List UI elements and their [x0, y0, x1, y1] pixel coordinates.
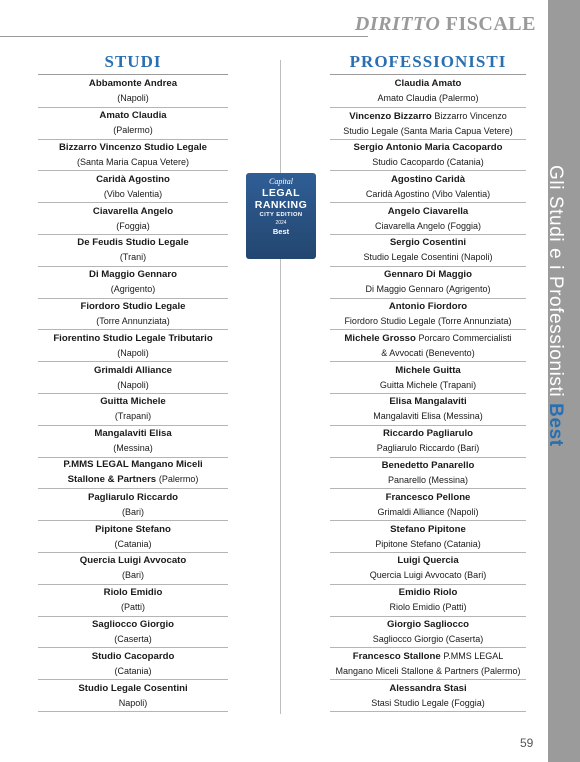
entry-name [38, 364, 228, 378]
entry-name [330, 268, 526, 282]
entry-name-text: Guitta Michele [100, 396, 166, 408]
entry-sub: Stasi Studio Legale (Foggia) [371, 697, 485, 708]
professionisti-title: PROFESSIONISTI [349, 52, 507, 71]
entry-name [330, 618, 526, 632]
entry-name [330, 331, 526, 346]
entry-name-text: P.MMS LEGAL Mangano Miceli [63, 459, 203, 471]
badge-line1: LEGAL [261, 187, 301, 199]
entry-name [330, 491, 526, 505]
entry-name-text: Emidio Riolo [398, 587, 458, 599]
professionista-entry [330, 140, 526, 172]
entry-name-text: Gennaro Di Maggio [384, 269, 472, 281]
entry-name [330, 236, 526, 250]
professionista-entry [330, 267, 526, 299]
entry-name-text: Fiordoro Studio Legale [80, 300, 186, 312]
professionista-entry [330, 553, 526, 585]
badge-brand: Capital [268, 177, 293, 186]
entry-inline-text: P.MMS LEGAL [443, 651, 504, 662]
entry-name-text: Vincenzo Bizzarro [349, 110, 432, 122]
entry-sub: (Napoli) [117, 379, 149, 390]
entry-name [330, 205, 526, 219]
entry-name [38, 173, 228, 187]
entry-inline-text: (Palermo) [158, 474, 199, 485]
entry-sub: Ciavarella Angelo (Foggia) [374, 220, 482, 231]
entry-sub: & Avvocati (Benevento) [381, 348, 475, 359]
studi-entry [38, 76, 228, 108]
professionista-entry [330, 394, 526, 426]
entry-name-text: Elisa Mangalaviti [389, 396, 467, 408]
entry-inline-text: Bizzarro Vincenzo [434, 110, 507, 121]
sidebar-title [544, 165, 566, 447]
entry-sub: Quercia Luigi Avvocato (Bari) [369, 570, 487, 581]
section-header-rest: FISCALE [445, 13, 536, 35]
professionisti-list [330, 76, 526, 712]
section-header-italic: DIRITTO [354, 13, 441, 35]
entry-sub: (Catania) [114, 538, 152, 549]
entry-name-text: Sergio Antonio Maria Cacopardo [353, 141, 503, 153]
header-rule [0, 36, 368, 37]
entry-name-text: Giorgio Sagliocco [386, 618, 470, 630]
entry-name [38, 268, 228, 282]
sidebar-title-text: Gli Studi e i Professionisti [545, 165, 566, 398]
professionista-entry [330, 171, 526, 203]
sidebar-title-highlight: Best [545, 403, 566, 447]
entry-sub: (Napoli) [117, 347, 149, 358]
entry-sub: Riolo Emidio (Patti) [389, 602, 467, 613]
professionista-entry [330, 203, 526, 235]
entry-sub: Studio Legale Cosentini (Napoli) [363, 252, 493, 263]
studi-entry [38, 267, 228, 299]
entry-name-text: Fiorentino Studio Legale Tributario [53, 332, 213, 344]
entry-name [330, 586, 526, 600]
entry-name [38, 236, 228, 250]
professionista-entry [330, 489, 526, 521]
entry-name [330, 141, 526, 155]
entry-sub: Panarello (Messina) [387, 474, 469, 485]
entry-name [38, 650, 228, 664]
entry-name-text: Michele Guitta [395, 364, 461, 376]
studi-title-rule [38, 74, 228, 75]
entry-sub: Pagliarulo Riccardo (Bari) [376, 443, 480, 454]
studi-entry [38, 617, 228, 649]
studi-entry [38, 330, 228, 362]
entry-name [38, 523, 228, 537]
entry-name [38, 618, 228, 632]
entry-name-text: Luigi Quercia [397, 555, 459, 567]
professionista-entry [330, 299, 526, 331]
entry-sub: (Bari) [122, 570, 144, 581]
entry-name-text: Michele Grosso [344, 333, 416, 345]
entry-name [38, 300, 228, 314]
entry-name [38, 491, 228, 505]
entry-sub: Napoli) [118, 697, 148, 708]
entry-sub: (Palermo) [113, 125, 153, 136]
entry-sub: (Trani) [119, 252, 147, 263]
entry-name-text: Ciavarella Angelo [92, 205, 174, 217]
entry-name [330, 300, 526, 314]
badge-year: 2024 [275, 220, 287, 226]
entry-name [330, 554, 526, 568]
entry-name [330, 682, 526, 696]
entry-sub: (Caserta) [114, 633, 152, 644]
professionista-entry [330, 458, 526, 490]
legal-ranking-badge [246, 173, 316, 259]
entry-inline-text: Porcaro Commercialisti [418, 333, 512, 344]
professionista-entry [330, 235, 526, 267]
entry-name-text: Benedetto Panarello [381, 459, 475, 471]
entry-sub: (Messina) [113, 443, 153, 454]
entry-name-text: Studio Cacopardo [91, 650, 175, 662]
entry-name-text: Riolo Emidio [103, 587, 163, 599]
badge-edition: CITY EDITION [259, 212, 303, 218]
entry-name-text: Antonio Fiordoro [388, 300, 468, 312]
entry-name2-text: Stallone & Partners [67, 474, 157, 486]
entry-name [38, 682, 228, 696]
studi-entry [38, 553, 228, 585]
entry-name-text: Di Maggio Gennaro [89, 269, 177, 281]
entry-sub: Grimaldi Alliance (Napoli) [377, 506, 479, 517]
entry-sub: Studio Cacopardo (Catania) [372, 156, 484, 167]
section-header [355, 13, 536, 41]
entry-name-text: Francesco Stallone [352, 651, 441, 663]
entry-sub: (Vibo Valentia) [103, 188, 163, 199]
entry-sub: Pipitone Stefano (Catania) [375, 538, 481, 549]
entry-name-text: Alessandra Stasi [389, 682, 467, 694]
studi-entry [38, 362, 228, 394]
entry-name-text: De Feudis Studio Legale [77, 237, 189, 249]
entry-sub: (Foggia) [116, 220, 150, 231]
entry-name [330, 364, 526, 378]
entry-name-text: Bizzarro Vincenzo Studio Legale [58, 141, 208, 153]
entry-sub: Amato Claudia (Palermo) [377, 93, 479, 104]
entry-name [38, 109, 228, 123]
studi-entry [38, 299, 228, 331]
entry-sub: Mangalaviti Elisa (Messina) [373, 411, 483, 422]
entry-name-text: Studio Legale Cosentini [78, 682, 188, 694]
studi-entry [38, 426, 228, 458]
entry-name [330, 173, 526, 187]
entry-name [38, 554, 228, 568]
entry-name [330, 427, 526, 441]
entry-sub: (Patti) [120, 602, 145, 613]
entry-name-text: Pagliarulo Riccardo [87, 491, 179, 503]
entry-name-text: Quercia Luigi Avvocato [79, 555, 187, 567]
entry-name-text: Sagliocco Giorgio [91, 618, 175, 630]
column-divider [280, 60, 281, 714]
badge-award: Best [272, 227, 290, 236]
entry-name [330, 523, 526, 537]
entry-sub: (Napoli) [117, 93, 149, 104]
entry-name [330, 395, 526, 409]
professionisti-title-rule [330, 74, 526, 75]
entry-sub: Guitta Michele (Trapani) [379, 379, 477, 390]
professionista-entry [330, 680, 526, 712]
entry-name [330, 649, 526, 664]
studi-entry [38, 140, 228, 172]
entry-name [38, 427, 228, 441]
entry-sub: Studio Legale (Santa Maria Capua Vetere) [343, 125, 513, 136]
entry-sub: Caridà Agostino (Vibo Valentia) [365, 188, 491, 199]
professionista-entry [330, 648, 526, 680]
entry-name-text: Grimaldi Alliance [93, 364, 173, 376]
entry-sub: (Santa Maria Capua Vetere) [76, 156, 190, 167]
entry-name [330, 77, 526, 91]
entry-name [38, 141, 228, 155]
professionista-entry [330, 585, 526, 617]
entry-sub: Di Maggio Gennaro (Agrigento) [365, 284, 491, 295]
entry-name [38, 77, 228, 91]
entry-name [330, 459, 526, 473]
professionista-entry [330, 76, 526, 108]
professionista-entry [330, 362, 526, 394]
studi-entry [38, 680, 228, 712]
entry-name [330, 109, 526, 124]
entry-name-line2 [38, 472, 228, 487]
entry-sub: (Torre Annunziata) [96, 315, 170, 326]
professionista-entry [330, 108, 526, 140]
studi-entry [38, 585, 228, 617]
entry-sub: (Catania) [114, 665, 152, 676]
page-number: 59 [520, 736, 534, 750]
studi-entry [38, 235, 228, 267]
entry-name-text: Agostino Caridà [390, 173, 466, 185]
entry-sub: (Trapani) [114, 411, 152, 422]
entry-name-text: Stefano Pipitone [390, 523, 466, 535]
professionista-entry [330, 521, 526, 553]
entry-name [38, 332, 228, 346]
badge-line2: RANKING [254, 199, 308, 211]
studi-entry [38, 394, 228, 426]
entry-name-text: Amato Claudia [99, 110, 167, 122]
entry-name-text: Angelo Ciavarella [387, 205, 469, 217]
entry-name-text: Pipitone Stefano [95, 523, 171, 535]
entry-sub: Mangano Miceli Stallone & Partners (Palermo) [335, 666, 521, 677]
professionista-entry [330, 426, 526, 458]
entry-name-text: Caridà Agostino [96, 173, 170, 185]
entry-name [38, 458, 228, 472]
studi-list [38, 76, 228, 712]
entry-name-text: Claudia Amato [394, 78, 462, 90]
entry-name-text: Francesco Pellone [385, 491, 471, 503]
entry-name [38, 395, 228, 409]
studi-entry [38, 458, 228, 490]
studi-entry [38, 521, 228, 553]
entry-name-text: Riccardo Pagliarulo [382, 428, 474, 440]
studi-title: STUDI [104, 52, 162, 71]
entry-name [38, 205, 228, 219]
studi-entry [38, 489, 228, 521]
entry-sub: Fiordoro Studio Legale (Torre Annunziata) [344, 315, 512, 326]
entry-sub: Sagliocco Giorgio (Caserta) [372, 633, 484, 644]
professionista-entry [330, 330, 526, 362]
entry-sub: (Agrigento) [110, 284, 156, 295]
entry-name-text: Abbamonte Andrea [88, 78, 178, 90]
studi-entry [38, 203, 228, 235]
entry-name-text: Sergio Cosentini [389, 237, 467, 249]
studi-entry [38, 108, 228, 140]
entry-name [38, 586, 228, 600]
studi-entry [38, 648, 228, 680]
entry-sub: (Bari) [122, 506, 144, 517]
studi-entry [38, 171, 228, 203]
entry-name-text: Mangalaviti Elisa [94, 428, 172, 440]
professionista-entry [330, 617, 526, 649]
